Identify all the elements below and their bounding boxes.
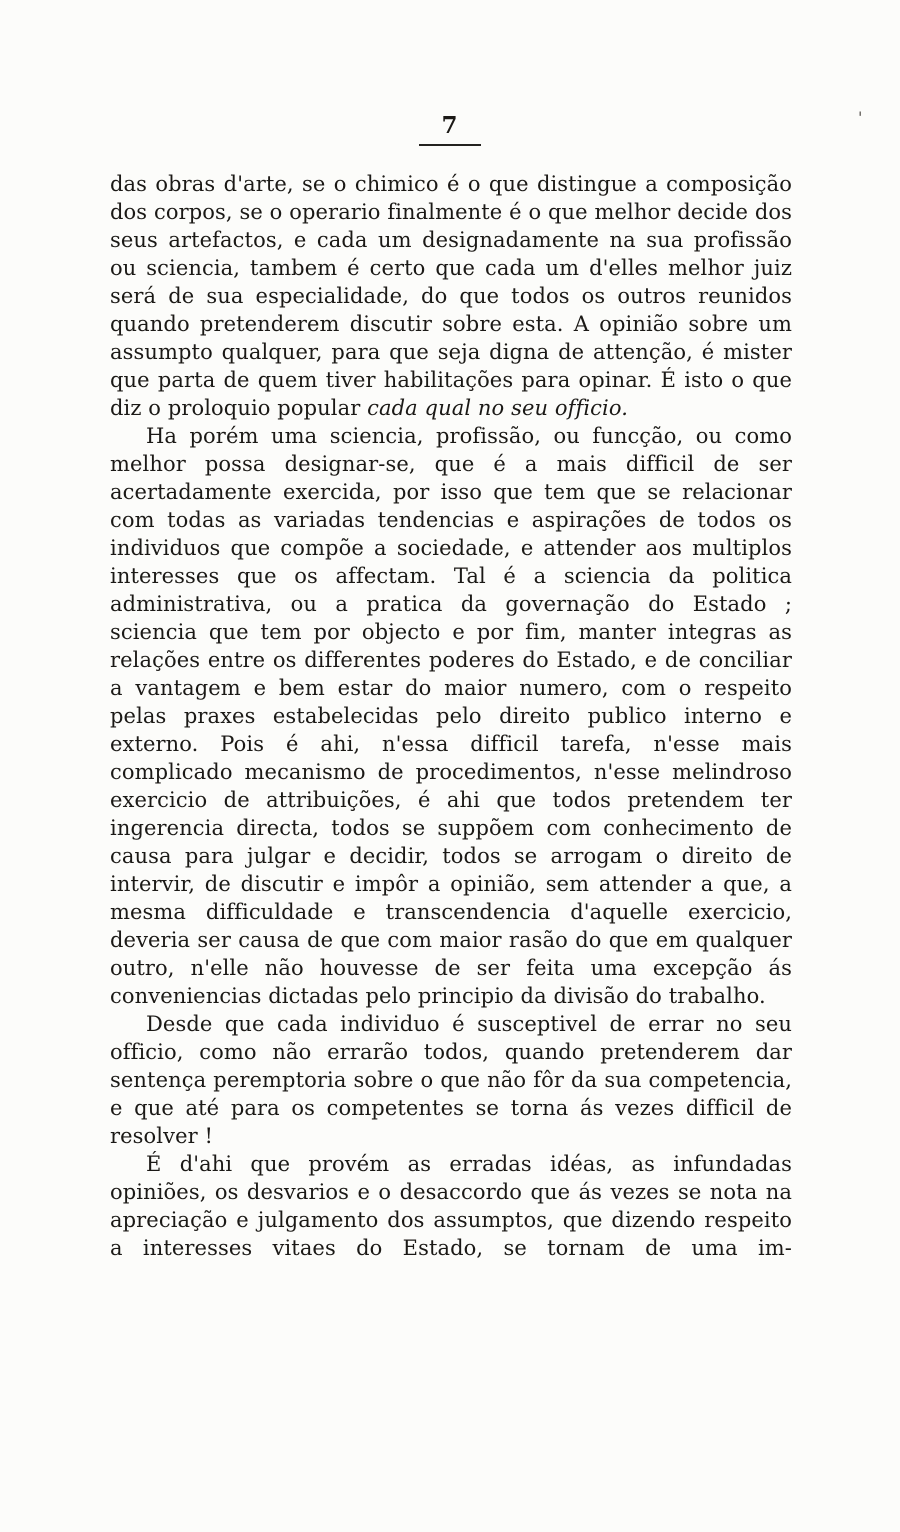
scan-artifact-mark: '	[858, 108, 863, 127]
paragraph-1	[110, 170, 792, 422]
paragraph-3: Desde que cada individuo é susceptivel de errar no seu officio, como não errarão todos, quando pretenderem dar sentença peremptoria sobre o que não fôr da sua competencia, e que até para os competentes se torna ás vezes difficil de resolver !	[110, 1012, 792, 1148]
page-number: 7	[419, 112, 480, 146]
paragraph-4: É d'ahi que provém as erradas idéas, as infundadas opiniões, os desvarios e o desaccordo que ás vezes se nota na apreciação e julgamento dos assumptos, que dizendo respeito a interesses vitaes do Estado, se tornam de uma im-	[110, 1152, 792, 1260]
page-number-block	[0, 112, 900, 146]
paragraph-1-text: das obras d'arte, se o chimico é o que distingue a composição dos corpos, se o operario finalmente é o que melhor decide dos seus artefactos, e cada um designadamente na sua profissão ou sciencia, tambem é certo que cada um d'elles melhor juiz será de sua especialidade, do que todos os outros reunidos quando pretenderem discutir sobre esta. A opinião sobre um assumpto qualquer, para que seja digna de attenção, é mister que parta de quem tiver habilitações para opinar. É isto o que diz o proloquio popular	[110, 172, 792, 420]
paragraph-1-italic-phrase: cada qual no seu officio.	[367, 396, 629, 420]
page-text-block	[110, 170, 792, 1262]
paragraph-2: Ha porém uma sciencia, profissão, ou funcção, ou como melhor possa designar-se, que é a mais difficil de ser acertadamente exercida, por isso que tem que se relacionar com todas as variadas tendencias e aspirações de todos os individuos que compõe a sociedade, e attender aos multiplos interesses que os affectam. Tal é a sciencia da politica administrativa, ou a pratica da governação do Estado ; sciencia que tem por objecto e por fim, manter integras as relações entre os differentes poderes do Estado, e de conciliar a vantagem e bem estar do maior numero, com o respeito pelas praxes estabelecidas pelo direito publico interno e externo. Pois é ahi, n'essa difficil tarefa, n'esse mais complicado mecanismo de procedimentos, n'esse melindroso exercicio de attribuições, é ahi que todos pretendem ter ingerencia directa, todos se suppõem com conhecimento de causa para julgar e decidir, todos se arrogam o direito de intervir, de discutir e impôr a opinião, sem attender a que, a mesma difficuldade e transcendencia d'aquelle exercicio, deveria ser causa de que com maior rasão do que em qualquer outro, n'elle não houvesse de ser feita uma excepção ás conveniencias dictadas pelo principio da divisão do trabalho.	[110, 424, 792, 1008]
